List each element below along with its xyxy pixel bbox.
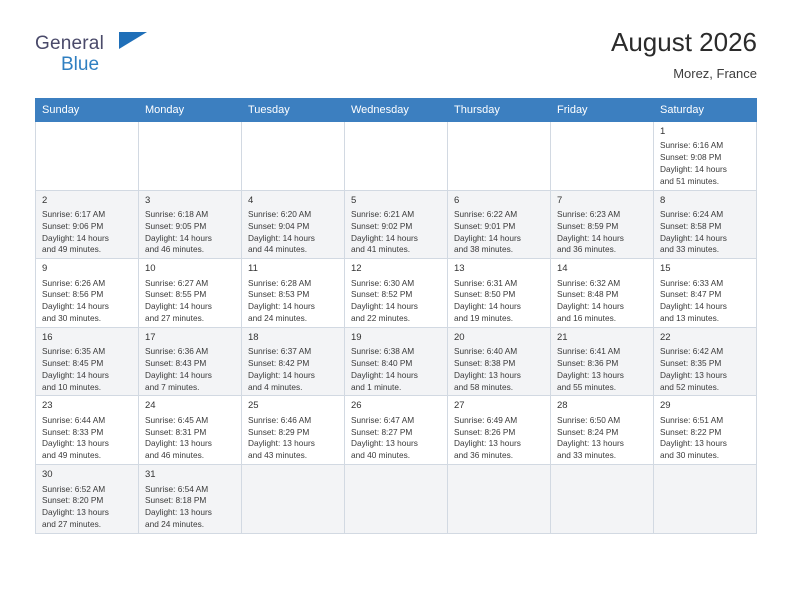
sunset-text: Sunset: 8:35 PM	[660, 358, 722, 369]
daylight-text: and 38 minutes.	[454, 244, 514, 255]
sunset-text: Sunset: 8:55 PM	[145, 289, 207, 300]
flag-icon	[119, 32, 147, 49]
sunrise-text: Sunrise: 6:33 AM	[660, 277, 724, 288]
sunset-text: Sunset: 9:02 PM	[351, 220, 413, 231]
daylight-text: and 13 minutes.	[660, 313, 720, 324]
daylight-text: and 51 minutes.	[660, 175, 720, 186]
calendar-day-cell[interactable]	[448, 190, 551, 259]
daylight-text: and 24 minutes.	[145, 518, 205, 529]
sunset-text: Sunset: 8:26 PM	[454, 426, 516, 437]
day-number: 30	[42, 469, 53, 481]
calendar-day-cell[interactable]	[139, 465, 242, 534]
calendar-cell-empty	[242, 122, 345, 191]
sunrise-text: Sunrise: 6:45 AM	[145, 414, 209, 425]
daylight-text: Daylight: 14 hours	[145, 369, 212, 380]
day-number: 7	[557, 194, 563, 206]
general-blue-logo[interactable]	[35, 28, 155, 74]
sunset-text: Sunset: 8:38 PM	[454, 358, 516, 369]
day-number: 1	[660, 126, 666, 137]
daylight-text: and 24 minutes.	[248, 313, 308, 324]
daylight-text: Daylight: 13 hours	[660, 438, 727, 449]
day-number: 12	[351, 263, 362, 275]
daylight-text: and 30 minutes.	[660, 450, 720, 461]
daylight-text: and 44 minutes.	[248, 244, 308, 255]
day-number: 25	[248, 400, 259, 412]
day-number: 16	[42, 331, 53, 343]
sunrise-text: Sunrise: 6:20 AM	[248, 209, 312, 220]
calendar-day-cell[interactable]	[654, 122, 757, 191]
calendar-day-cell[interactable]	[36, 327, 139, 396]
sunrise-text: Sunrise: 6:54 AM	[145, 483, 209, 494]
calendar-day-cell[interactable]	[242, 396, 345, 465]
calendar-day-cell[interactable]	[242, 190, 345, 259]
daylight-text: and 19 minutes.	[454, 313, 514, 324]
calendar-day-cell[interactable]	[345, 396, 448, 465]
daylight-text: and 52 minutes.	[660, 381, 720, 392]
day-number: 4	[248, 194, 254, 206]
sunset-text: Sunset: 8:53 PM	[248, 289, 310, 300]
sunset-text: Sunset: 9:04 PM	[248, 220, 310, 231]
sunset-text: Sunset: 8:27 PM	[351, 426, 413, 437]
day-number: 10	[145, 263, 156, 275]
weekday-header-row	[36, 99, 757, 122]
daylight-text: and 40 minutes.	[351, 450, 411, 461]
sunset-text: Sunset: 9:06 PM	[42, 220, 104, 231]
sunrise-text: Sunrise: 6:41 AM	[557, 346, 621, 357]
sunrise-text: Sunrise: 6:16 AM	[660, 140, 724, 151]
calendar-day-cell[interactable]	[654, 327, 757, 396]
day-number: 27	[454, 400, 465, 412]
day-number: 20	[454, 331, 465, 343]
daylight-text: Daylight: 14 hours	[42, 301, 109, 312]
daylight-text: and 33 minutes.	[557, 450, 617, 461]
daylight-text: Daylight: 14 hours	[248, 369, 315, 380]
daylight-text: Daylight: 13 hours	[557, 438, 624, 449]
sunset-text: Sunset: 8:31 PM	[145, 426, 207, 437]
day-number: 13	[454, 263, 465, 275]
weekday-header-friday: Friday	[551, 99, 654, 122]
sunset-text: Sunset: 9:05 PM	[145, 220, 207, 231]
daylight-text: Daylight: 14 hours	[248, 301, 315, 312]
daylight-text: and 27 minutes.	[145, 313, 205, 324]
sunset-text: Sunset: 8:56 PM	[42, 289, 104, 300]
sunrise-text: Sunrise: 6:44 AM	[42, 414, 106, 425]
daylight-text: Daylight: 13 hours	[660, 369, 727, 380]
daylight-text: and 4 minutes.	[248, 381, 303, 392]
page-title: August 2026	[610, 27, 757, 57]
calendar-day-cell[interactable]	[551, 259, 654, 328]
sunset-text: Sunset: 8:22 PM	[660, 426, 722, 437]
sunset-text: Sunset: 9:08 PM	[660, 152, 722, 163]
logo-text-blue: Blue	[61, 54, 100, 75]
day-number: 31	[145, 469, 156, 481]
calendar-day-cell[interactable]	[36, 259, 139, 328]
day-number: 28	[557, 400, 568, 412]
day-number: 17	[145, 331, 156, 343]
sunset-text: Sunset: 8:47 PM	[660, 289, 722, 300]
sunrise-text: Sunrise: 6:37 AM	[248, 346, 312, 357]
weekday-header-wednesday: Wednesday	[345, 99, 448, 122]
sunset-text: Sunset: 8:52 PM	[351, 289, 413, 300]
daylight-text: Daylight: 13 hours	[145, 507, 212, 518]
calendar-cell-empty	[345, 122, 448, 191]
sunset-text: Sunset: 8:42 PM	[248, 358, 310, 369]
sunrise-text: Sunrise: 6:46 AM	[248, 414, 312, 425]
calendar-cell-empty	[139, 122, 242, 191]
weekday-header-monday: Monday	[139, 99, 242, 122]
day-number: 24	[145, 400, 156, 412]
day-number: 6	[454, 194, 460, 206]
daylight-text: and 7 minutes.	[145, 381, 200, 392]
day-number: 22	[660, 331, 671, 343]
daylight-text: and 10 minutes.	[42, 381, 102, 392]
calendar-cell-empty	[36, 122, 139, 191]
sunset-text: Sunset: 8:43 PM	[145, 358, 207, 369]
sunrise-text: Sunrise: 6:26 AM	[42, 277, 106, 288]
calendar-day-cell[interactable]	[139, 190, 242, 259]
sunset-text: Sunset: 9:01 PM	[454, 220, 516, 231]
day-number: 19	[351, 331, 362, 343]
weekday-header-saturday: Saturday	[654, 99, 757, 122]
day-number: 9	[42, 263, 48, 275]
sunrise-text: Sunrise: 6:36 AM	[145, 346, 209, 357]
sunrise-text: Sunrise: 6:42 AM	[660, 346, 724, 357]
calendar-cell-empty	[448, 122, 551, 191]
day-number: 5	[351, 194, 357, 206]
calendar-week-row	[36, 327, 757, 396]
calendar-cell-empty	[448, 465, 551, 534]
daylight-text: Daylight: 14 hours	[660, 232, 727, 243]
daylight-text: Daylight: 14 hours	[42, 369, 109, 380]
daylight-text: Daylight: 14 hours	[351, 369, 418, 380]
daylight-text: and 55 minutes.	[557, 381, 617, 392]
sunrise-text: Sunrise: 6:23 AM	[557, 209, 621, 220]
daylight-text: Daylight: 13 hours	[454, 369, 521, 380]
daylight-text: Daylight: 13 hours	[42, 507, 109, 518]
daylight-text: Daylight: 13 hours	[42, 438, 109, 449]
daylight-text: Daylight: 14 hours	[351, 232, 418, 243]
calendar-week-row	[36, 190, 757, 259]
sunset-text: Sunset: 8:58 PM	[660, 220, 722, 231]
sunset-text: Sunset: 8:50 PM	[454, 289, 516, 300]
daylight-text: Daylight: 14 hours	[145, 301, 212, 312]
sunset-text: Sunset: 8:29 PM	[248, 426, 310, 437]
calendar-day-cell[interactable]	[551, 327, 654, 396]
calendar-day-cell[interactable]	[551, 396, 654, 465]
daylight-text: Daylight: 14 hours	[660, 301, 727, 312]
sunrise-text: Sunrise: 6:51 AM	[660, 414, 724, 425]
calendar-day-cell[interactable]	[139, 396, 242, 465]
daylight-text: and 43 minutes.	[248, 450, 308, 461]
sunset-text: Sunset: 8:24 PM	[557, 426, 619, 437]
sunset-text: Sunset: 8:59 PM	[557, 220, 619, 231]
calendar-day-cell[interactable]	[448, 327, 551, 396]
sunrise-text: Sunrise: 6:22 AM	[454, 209, 518, 220]
day-number: 11	[248, 263, 258, 275]
sunrise-text: Sunrise: 6:52 AM	[42, 483, 106, 494]
sunrise-text: Sunrise: 6:31 AM	[454, 277, 518, 288]
daylight-text: and 33 minutes.	[660, 244, 720, 255]
daylight-text: Daylight: 14 hours	[454, 232, 521, 243]
daylight-text: and 16 minutes.	[557, 313, 617, 324]
daylight-text: and 1 minute.	[351, 381, 402, 392]
daylight-text: Daylight: 13 hours	[557, 369, 624, 380]
calendar-day-cell[interactable]	[242, 327, 345, 396]
sunrise-text: Sunrise: 6:17 AM	[42, 209, 106, 220]
calendar-day-cell[interactable]	[551, 190, 654, 259]
calendar-day-cell[interactable]	[345, 190, 448, 259]
daylight-text: and 36 minutes.	[557, 244, 617, 255]
sunset-text: Sunset: 8:18 PM	[145, 495, 207, 506]
daylight-text: Daylight: 13 hours	[248, 438, 315, 449]
sunrise-text: Sunrise: 6:21 AM	[351, 209, 415, 220]
page-header	[35, 28, 757, 90]
logo-text-general: General	[35, 33, 104, 54]
calendar-day-cell[interactable]	[654, 259, 757, 328]
daylight-text: and 27 minutes.	[42, 518, 102, 529]
calendar-week-row	[36, 122, 757, 191]
calendar-week-row	[36, 465, 757, 534]
calendar-day-cell[interactable]	[139, 327, 242, 396]
location-subtitle: Morez, France	[673, 65, 757, 81]
sunset-text: Sunset: 8:40 PM	[351, 358, 413, 369]
calendar-day-cell[interactable]	[654, 190, 757, 259]
day-number: 3	[145, 194, 151, 206]
sunrise-text: Sunrise: 6:30 AM	[351, 277, 415, 288]
calendar-day-cell[interactable]	[654, 396, 757, 465]
weekday-header-sunday: Sunday	[36, 99, 139, 122]
daylight-text: Daylight: 14 hours	[660, 164, 727, 175]
sunrise-text: Sunrise: 6:40 AM	[454, 346, 518, 357]
sunrise-text: Sunrise: 6:38 AM	[351, 346, 415, 357]
day-number: 15	[660, 263, 671, 275]
calendar-day-cell[interactable]	[448, 259, 551, 328]
calendar-cell-empty	[654, 465, 757, 534]
calendar-cell-empty	[345, 465, 448, 534]
day-number: 18	[248, 331, 259, 343]
daylight-text: and 30 minutes.	[42, 313, 102, 324]
calendar-cell-empty	[242, 465, 345, 534]
calendar-day-cell[interactable]	[242, 259, 345, 328]
daylight-text: Daylight: 14 hours	[145, 232, 212, 243]
daylight-text: and 46 minutes.	[145, 244, 205, 255]
weekday-header-thursday: Thursday	[448, 99, 551, 122]
sun-times-calendar	[35, 98, 757, 534]
daylight-text: Daylight: 14 hours	[248, 232, 315, 243]
sunrise-text: Sunrise: 6:28 AM	[248, 277, 312, 288]
sunrise-text: Sunrise: 6:49 AM	[454, 414, 518, 425]
calendar-day-cell[interactable]	[36, 190, 139, 259]
daylight-text: Daylight: 14 hours	[42, 232, 109, 243]
sunrise-text: Sunrise: 6:35 AM	[42, 346, 106, 357]
sunset-text: Sunset: 8:20 PM	[42, 495, 104, 506]
sunrise-text: Sunrise: 6:50 AM	[557, 414, 621, 425]
sunrise-text: Sunrise: 6:32 AM	[557, 277, 621, 288]
day-number: 26	[351, 400, 362, 412]
calendar-body	[36, 122, 757, 534]
calendar-week-row	[36, 259, 757, 328]
daylight-text: Daylight: 14 hours	[351, 301, 418, 312]
daylight-text: Daylight: 14 hours	[557, 301, 624, 312]
daylight-text: and 49 minutes.	[42, 244, 102, 255]
weekday-header-tuesday: Tuesday	[242, 99, 345, 122]
sunrise-text: Sunrise: 6:27 AM	[145, 277, 209, 288]
calendar-day-cell[interactable]	[345, 259, 448, 328]
day-number: 29	[660, 400, 671, 412]
sunrise-text: Sunrise: 6:24 AM	[660, 209, 724, 220]
daylight-text: Daylight: 13 hours	[454, 438, 521, 449]
daylight-text: and 41 minutes.	[351, 244, 411, 255]
daylight-text: Daylight: 14 hours	[557, 232, 624, 243]
sunset-text: Sunset: 8:33 PM	[42, 426, 104, 437]
day-number: 14	[557, 263, 568, 275]
calendar-cell-empty	[551, 122, 654, 191]
sunset-text: Sunset: 8:48 PM	[557, 289, 619, 300]
day-number: 23	[42, 400, 53, 412]
calendar-week-row	[36, 396, 757, 465]
daylight-text: and 49 minutes.	[42, 450, 102, 461]
calendar-day-cell[interactable]	[345, 327, 448, 396]
daylight-text: Daylight: 13 hours	[351, 438, 418, 449]
daylight-text: and 46 minutes.	[145, 450, 205, 461]
day-number: 21	[557, 331, 568, 343]
sunset-text: Sunset: 8:36 PM	[557, 358, 619, 369]
calendar-day-cell[interactable]	[36, 396, 139, 465]
sunset-text: Sunset: 8:45 PM	[42, 358, 104, 369]
daylight-text: and 58 minutes.	[454, 381, 514, 392]
sunrise-text: Sunrise: 6:18 AM	[145, 209, 209, 220]
sunrise-text: Sunrise: 6:47 AM	[351, 414, 415, 425]
calendar-day-cell[interactable]	[139, 259, 242, 328]
calendar-cell-empty	[551, 465, 654, 534]
calendar-day-cell[interactable]	[448, 396, 551, 465]
calendar-day-cell[interactable]	[36, 465, 139, 534]
day-number: 8	[660, 194, 666, 206]
daylight-text: and 36 minutes.	[454, 450, 514, 461]
daylight-text: Daylight: 14 hours	[454, 301, 521, 312]
daylight-text: and 22 minutes.	[351, 313, 411, 324]
daylight-text: Daylight: 13 hours	[145, 438, 212, 449]
day-number: 2	[42, 194, 48, 206]
title-block	[611, 28, 757, 81]
